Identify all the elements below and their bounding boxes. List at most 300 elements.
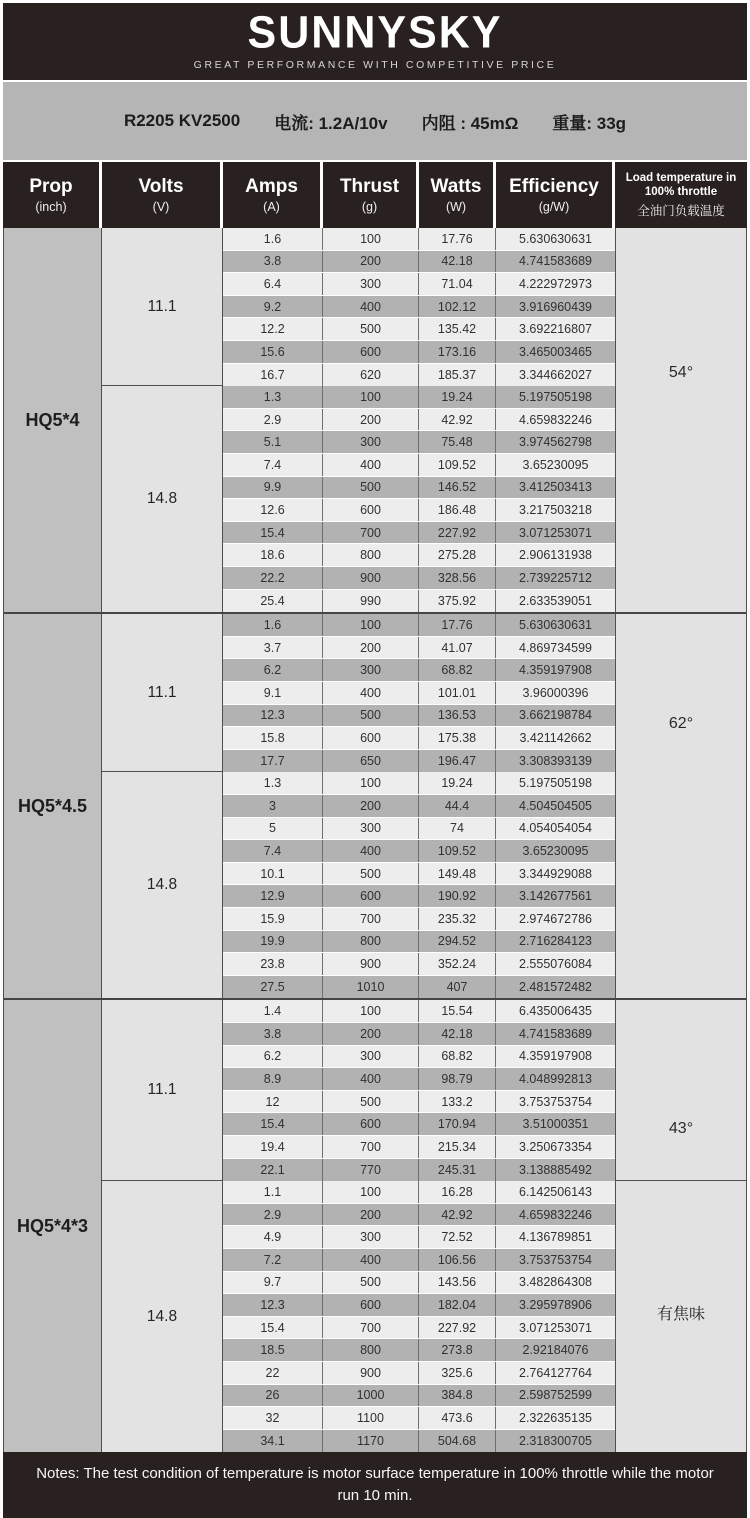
watts-cell: 504.68	[419, 1430, 496, 1453]
watts-cell: 17.76	[419, 228, 496, 250]
table-row	[223, 931, 615, 954]
efficiency-cell: 2.633539051	[496, 590, 615, 613]
table-row	[223, 296, 615, 319]
temperature-value: 有焦味	[656, 1306, 705, 1324]
efficiency-cell: 2.974672786	[496, 908, 615, 930]
table-row	[223, 1294, 615, 1317]
watts-cell: 17.76	[419, 614, 496, 636]
column-header-watts: Watts (W)	[419, 162, 496, 228]
table-row	[223, 477, 615, 500]
amps-cell: 15.8	[223, 727, 323, 749]
thrust-cell: 300	[323, 1046, 419, 1068]
thrust-cell: 600	[323, 1294, 419, 1316]
thrust-cell: 600	[323, 499, 419, 521]
amps-cell: 1.6	[223, 614, 323, 636]
watts-cell: 143.56	[419, 1272, 496, 1294]
table-row	[223, 364, 615, 387]
watts-cell: 71.04	[419, 273, 496, 295]
amps-cell: 6.4	[223, 273, 323, 295]
notes-text: Notes: The test condition of temperature is motor surface temperature in 100% throttle while the motor run 10 min.	[36, 1464, 714, 1505]
amps-cell: 12.6	[223, 499, 323, 521]
thrust-cell: 100	[323, 228, 419, 250]
temperature-value: 43°	[668, 1120, 694, 1138]
thrust-cell: 620	[323, 364, 419, 387]
efficiency-cell: 3.482864308	[496, 1272, 615, 1294]
watts-cell: 173.16	[419, 341, 496, 363]
amps-cell: 9.1	[223, 682, 323, 704]
amps-cell: 27.5	[223, 976, 323, 999]
table-row	[223, 1407, 615, 1430]
column-header-volts: Volts (V)	[102, 162, 223, 228]
watts-cell: 190.92	[419, 885, 496, 907]
thrust-cell: 400	[323, 682, 419, 704]
thrust-cell: 400	[323, 840, 419, 862]
amps-cell: 1.3	[223, 772, 323, 794]
watts-cell: 146.52	[419, 477, 496, 499]
efficiency-cell: 3.308393139	[496, 750, 615, 773]
temperature-column	[615, 228, 746, 612]
prop-section	[4, 614, 746, 1000]
thrust-cell: 500	[323, 318, 419, 340]
amps-cell: 19.9	[223, 931, 323, 953]
thrust-cell: 800	[323, 544, 419, 566]
temperature-cell	[616, 1000, 746, 1181]
watts-cell: 275.28	[419, 544, 496, 566]
column-header-thrust: Thrust (g)	[323, 162, 419, 228]
prop-cell: HQ5*4*3	[4, 1000, 102, 1452]
notes-bar	[3, 1452, 747, 1518]
table-row	[223, 409, 615, 432]
thrust-cell: 600	[323, 1113, 419, 1135]
watts-cell: 42.92	[419, 1204, 496, 1226]
efficiency-cell: 3.692216807	[496, 318, 615, 340]
table-row	[223, 318, 615, 341]
data-rows	[223, 386, 615, 612]
amps-cell: 12.2	[223, 318, 323, 340]
efficiency-cell: 3.916960439	[496, 296, 615, 318]
amps-cell: 3.8	[223, 1023, 323, 1045]
amps-cell: 9.7	[223, 1272, 323, 1294]
table-row	[223, 705, 615, 728]
efficiency-cell: 6.142506143	[496, 1181, 615, 1203]
thrust-cell: 400	[323, 296, 419, 318]
thrust-cell: 100	[323, 1181, 419, 1203]
watts-cell: 133.2	[419, 1091, 496, 1113]
table-row	[223, 795, 615, 818]
watts-cell: 325.6	[419, 1362, 496, 1384]
voltage-group	[102, 386, 615, 612]
watts-cell: 19.24	[419, 772, 496, 794]
efficiency-cell: 3.974562798	[496, 431, 615, 453]
amps-cell: 22	[223, 1362, 323, 1384]
watts-cell: 19.24	[419, 386, 496, 408]
table-row	[223, 1000, 615, 1023]
watts-cell: 182.04	[419, 1294, 496, 1316]
table-row	[223, 544, 615, 567]
voltage-group	[102, 1000, 615, 1181]
thrust-cell: 700	[323, 1317, 419, 1339]
voltage-groups	[102, 614, 615, 998]
table-row	[223, 976, 615, 999]
amps-cell: 7.4	[223, 840, 323, 862]
amps-cell: 22.2	[223, 567, 323, 589]
watts-cell: 75.48	[419, 431, 496, 453]
data-rows	[223, 1181, 615, 1452]
thrust-cell: 500	[323, 863, 419, 885]
efficiency-cell: 2.92184076	[496, 1339, 615, 1361]
watts-cell: 102.12	[419, 296, 496, 318]
efficiency-cell: 3.412503413	[496, 477, 615, 499]
column-header-load-temperature: Load temperature in 100% throttle 全油门负载温度	[615, 162, 747, 228]
amps-cell: 12	[223, 1091, 323, 1113]
amps-cell: 15.4	[223, 1317, 323, 1339]
amps-cell: 2.9	[223, 1204, 323, 1226]
amps-cell: 34.1	[223, 1430, 323, 1453]
amps-cell: 25.4	[223, 590, 323, 613]
watts-cell: 41.07	[419, 637, 496, 659]
watts-cell: 175.38	[419, 727, 496, 749]
thrust-cell: 600	[323, 727, 419, 749]
amps-cell: 9.2	[223, 296, 323, 318]
amps-cell: 2.9	[223, 409, 323, 431]
efficiency-cell: 4.869734599	[496, 637, 615, 659]
thrust-cell: 700	[323, 522, 419, 544]
amps-cell: 5.1	[223, 431, 323, 453]
table-row	[223, 499, 615, 522]
table-row	[223, 908, 615, 931]
table-row	[223, 251, 615, 274]
watts-cell: 42.18	[419, 1023, 496, 1045]
table-row	[223, 1249, 615, 1272]
watts-cell: 72.52	[419, 1226, 496, 1248]
temperature-cell	[616, 1181, 746, 1452]
watts-cell: 186.48	[419, 499, 496, 521]
temperature-column	[615, 1000, 746, 1452]
table-row	[223, 1181, 615, 1204]
thrust-cell: 200	[323, 409, 419, 431]
watts-cell: 106.56	[419, 1249, 496, 1271]
amps-cell: 1.6	[223, 228, 323, 250]
temperature-cell	[616, 228, 746, 612]
table-row	[223, 1317, 615, 1340]
prop-cell: HQ5*4.5	[4, 614, 102, 998]
efficiency-cell: 3.071253071	[496, 1317, 615, 1339]
table-row	[223, 273, 615, 296]
thrust-cell: 100	[323, 772, 419, 794]
efficiency-cell: 3.51000351	[496, 1113, 615, 1135]
thrust-cell: 200	[323, 1023, 419, 1045]
efficiency-cell: 3.662198784	[496, 705, 615, 727]
thrust-cell: 900	[323, 953, 419, 975]
table-row	[223, 590, 615, 613]
data-rows	[223, 228, 615, 385]
efficiency-cell: 3.344662027	[496, 364, 615, 387]
prop-section	[4, 1000, 746, 1452]
amps-cell: 15.4	[223, 522, 323, 544]
thrust-cell: 300	[323, 818, 419, 840]
efficiency-cell: 4.222972973	[496, 273, 615, 295]
watts-cell: 328.56	[419, 567, 496, 589]
efficiency-cell: 4.048992813	[496, 1068, 615, 1090]
efficiency-cell: 4.359197908	[496, 659, 615, 681]
thrust-cell: 800	[323, 1339, 419, 1361]
table-row	[223, 1068, 615, 1091]
efficiency-cell: 3.421142662	[496, 727, 615, 749]
amps-cell: 4.9	[223, 1226, 323, 1248]
volts-cell: 14.8	[102, 1181, 223, 1452]
watts-cell: 44.4	[419, 795, 496, 817]
amps-cell: 23.8	[223, 953, 323, 975]
efficiency-cell: 3.217503218	[496, 499, 615, 521]
temperature-value: 54°	[668, 364, 694, 381]
watts-cell: 227.92	[419, 522, 496, 544]
efficiency-cell: 4.504504505	[496, 795, 615, 817]
watts-cell: 273.8	[419, 1339, 496, 1361]
efficiency-cell: 5.630630631	[496, 228, 615, 250]
table-row	[223, 637, 615, 660]
table-row	[223, 386, 615, 409]
thrust-cell: 300	[323, 1226, 419, 1248]
amps-cell: 6.2	[223, 1046, 323, 1068]
column-header-prop: Prop (inch)	[3, 162, 102, 228]
table-row	[223, 953, 615, 976]
temperature-value: 62°	[668, 715, 694, 733]
thrust-cell: 500	[323, 1091, 419, 1113]
watts-cell: 101.01	[419, 682, 496, 704]
data-rows	[223, 614, 615, 771]
motor-info-bar	[3, 82, 747, 160]
table-row	[223, 885, 615, 908]
thrust-cell: 500	[323, 477, 419, 499]
watts-cell: 68.82	[419, 659, 496, 681]
efficiency-cell: 4.659832246	[496, 1204, 615, 1226]
motor-current: 电流: 1.2A/10v	[274, 113, 388, 133]
efficiency-cell: 4.054054054	[496, 818, 615, 840]
column-header-efficiency: Efficiency (g/W)	[496, 162, 615, 228]
thrust-cell: 600	[323, 885, 419, 907]
table-row	[223, 1159, 615, 1182]
thrust-cell: 1170	[323, 1430, 419, 1453]
thrust-cell: 100	[323, 1000, 419, 1022]
efficiency-cell: 4.359197908	[496, 1046, 615, 1068]
thrust-cell: 300	[323, 659, 419, 681]
watts-cell: 227.92	[419, 1317, 496, 1339]
watts-cell: 185.37	[419, 364, 496, 387]
brand-tagline: GREAT PERFORMANCE WITH COMPETITIVE PRICE	[193, 59, 557, 71]
efficiency-cell: 5.197505198	[496, 386, 615, 408]
table-row	[223, 1091, 615, 1114]
efficiency-cell: 5.630630631	[496, 614, 615, 636]
efficiency-cell: 3.250673354	[496, 1136, 615, 1158]
amps-cell: 3	[223, 795, 323, 817]
thrust-cell: 800	[323, 931, 419, 953]
watts-cell: 245.31	[419, 1159, 496, 1182]
efficiency-cell: 3.142677561	[496, 885, 615, 907]
efficiency-cell: 3.138885492	[496, 1159, 615, 1182]
thrust-cell: 700	[323, 1136, 419, 1158]
thrust-cell: 770	[323, 1159, 419, 1182]
thrust-cell: 600	[323, 341, 419, 363]
amps-cell: 5	[223, 818, 323, 840]
table-row	[223, 1362, 615, 1385]
table-row	[223, 818, 615, 841]
table-row	[223, 1430, 615, 1453]
volts-cell: 14.8	[102, 772, 223, 998]
efficiency-cell: 6.435006435	[496, 1000, 615, 1022]
amps-cell: 15.9	[223, 908, 323, 930]
efficiency-cell: 3.295978906	[496, 1294, 615, 1316]
thrust-cell: 200	[323, 637, 419, 659]
table-row	[223, 1046, 615, 1069]
efficiency-cell: 3.071253071	[496, 522, 615, 544]
watts-cell: 98.79	[419, 1068, 496, 1090]
efficiency-cell: 3.65230095	[496, 840, 615, 862]
efficiency-cell: 3.65230095	[496, 454, 615, 476]
amps-cell: 1.1	[223, 1181, 323, 1203]
watts-cell: 170.94	[419, 1113, 496, 1135]
amps-cell: 7.4	[223, 454, 323, 476]
amps-cell: 32	[223, 1407, 323, 1429]
thrust-cell: 1000	[323, 1385, 419, 1407]
data-rows	[223, 1000, 615, 1180]
watts-cell: 375.92	[419, 590, 496, 613]
efficiency-cell: 2.716284123	[496, 931, 615, 953]
watts-cell: 215.34	[419, 1136, 496, 1158]
thrust-cell: 400	[323, 1249, 419, 1271]
motor-resistance: 内阻 : 45mΩ	[421, 113, 519, 133]
efficiency-cell: 2.481572482	[496, 976, 615, 999]
table-row	[223, 1226, 615, 1249]
spec-table-body	[3, 228, 747, 1452]
table-row	[223, 1023, 615, 1046]
watts-cell: 135.42	[419, 318, 496, 340]
table-row	[223, 840, 615, 863]
motor-model: R2205 KV2500	[123, 111, 241, 130]
efficiency-cell: 4.741583689	[496, 1023, 615, 1045]
voltage-group	[102, 614, 615, 772]
table-row	[223, 1385, 615, 1408]
efficiency-cell: 4.741583689	[496, 251, 615, 273]
watts-cell: 352.24	[419, 953, 496, 975]
watts-cell: 235.32	[419, 908, 496, 930]
watts-cell: 473.6	[419, 1407, 496, 1429]
thrust-cell: 300	[323, 273, 419, 295]
amps-cell: 26	[223, 1385, 323, 1407]
thrust-cell: 500	[323, 1272, 419, 1294]
amps-cell: 19.4	[223, 1136, 323, 1158]
efficiency-cell: 3.753753754	[496, 1249, 615, 1271]
watts-cell: 15.54	[419, 1000, 496, 1022]
temperature-column	[615, 614, 746, 998]
volts-cell: 14.8	[102, 386, 223, 612]
motor-weight: 重量: 33g	[552, 113, 627, 133]
voltage-group	[102, 772, 615, 998]
amps-cell: 12.3	[223, 1294, 323, 1316]
thrust-cell: 400	[323, 454, 419, 476]
efficiency-cell: 2.739225712	[496, 567, 615, 589]
watts-cell: 196.47	[419, 750, 496, 773]
table-row	[223, 1113, 615, 1136]
thrust-cell: 900	[323, 1362, 419, 1384]
watts-cell: 68.82	[419, 1046, 496, 1068]
efficiency-cell: 2.598752599	[496, 1385, 615, 1407]
amps-cell: 16.7	[223, 364, 323, 387]
voltage-group	[102, 1181, 615, 1452]
amps-cell: 17.7	[223, 750, 323, 773]
volts-cell: 11.1	[102, 228, 223, 385]
efficiency-cell: 4.659832246	[496, 409, 615, 431]
voltage-groups	[102, 228, 615, 612]
table-row	[223, 614, 615, 637]
table-row	[223, 431, 615, 454]
amps-cell: 22.1	[223, 1159, 323, 1182]
amps-cell: 1.4	[223, 1000, 323, 1022]
thrust-cell: 400	[323, 1068, 419, 1090]
thrust-cell: 1100	[323, 1407, 419, 1429]
watts-cell: 109.52	[419, 840, 496, 862]
table-row	[223, 567, 615, 590]
prop-section	[4, 228, 746, 614]
temperature-cell	[616, 614, 746, 998]
efficiency-cell: 2.318300705	[496, 1430, 615, 1453]
watts-cell: 109.52	[419, 454, 496, 476]
efficiency-cell: 3.344929088	[496, 863, 615, 885]
table-header	[3, 162, 747, 228]
table-row	[223, 522, 615, 545]
amps-cell: 9.9	[223, 477, 323, 499]
amps-cell: 8.9	[223, 1068, 323, 1090]
amps-cell: 12.9	[223, 885, 323, 907]
volts-cell: 11.1	[102, 614, 223, 771]
thrust-cell: 100	[323, 614, 419, 636]
amps-cell: 10.1	[223, 863, 323, 885]
voltage-groups	[102, 1000, 615, 1452]
amps-cell: 7.2	[223, 1249, 323, 1271]
table-row	[223, 863, 615, 886]
amps-cell: 3.7	[223, 637, 323, 659]
thrust-cell: 700	[323, 908, 419, 930]
thrust-cell: 500	[323, 705, 419, 727]
thrust-cell: 990	[323, 590, 419, 613]
table-row	[223, 1136, 615, 1159]
efficiency-cell: 3.753753754	[496, 1091, 615, 1113]
efficiency-cell: 5.197505198	[496, 772, 615, 794]
thrust-cell: 200	[323, 251, 419, 273]
thrust-cell: 100	[323, 386, 419, 408]
watts-cell: 16.28	[419, 1181, 496, 1203]
efficiency-cell: 2.322635135	[496, 1407, 615, 1429]
amps-cell: 6.2	[223, 659, 323, 681]
voltage-group	[102, 228, 615, 386]
brand-bar	[3, 3, 747, 80]
watts-cell: 42.92	[419, 409, 496, 431]
column-header-amps: Amps (A)	[223, 162, 323, 228]
thrust-cell: 650	[323, 750, 419, 773]
amps-cell: 1.3	[223, 386, 323, 408]
table-row	[223, 228, 615, 251]
amps-cell: 18.5	[223, 1339, 323, 1361]
data-rows	[223, 772, 615, 998]
watts-cell: 294.52	[419, 931, 496, 953]
watts-cell: 149.48	[419, 863, 496, 885]
efficiency-cell: 2.764127764	[496, 1362, 615, 1384]
amps-cell: 15.6	[223, 341, 323, 363]
thrust-cell: 300	[323, 431, 419, 453]
efficiency-cell: 3.96000396	[496, 682, 615, 704]
table-row	[223, 1339, 615, 1362]
watts-cell: 136.53	[419, 705, 496, 727]
efficiency-cell: 4.136789851	[496, 1226, 615, 1248]
